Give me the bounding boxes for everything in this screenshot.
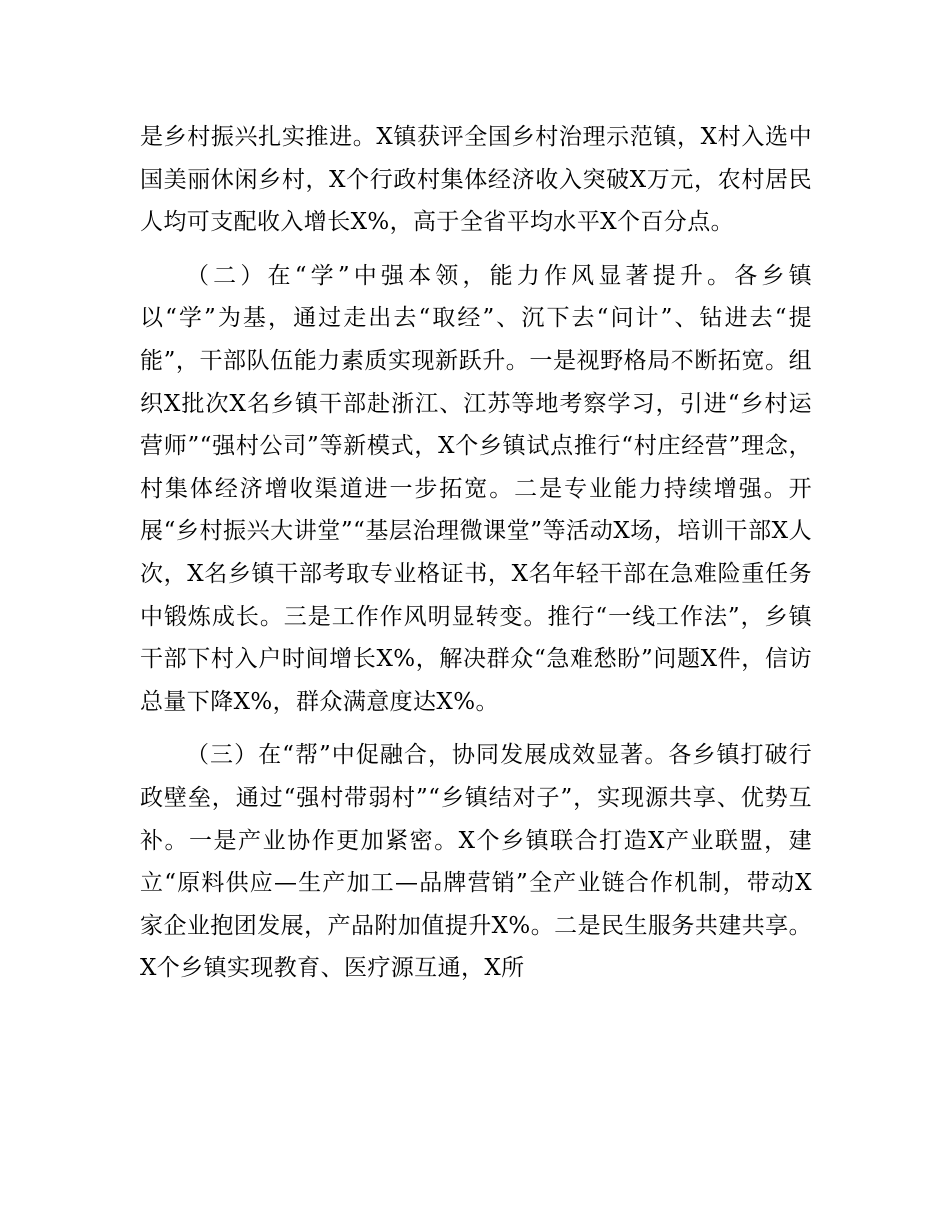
paragraph-section-2-learning: （二）在“学”中强本领，能力作风显著提升。各乡镇以“学”为基，通过走出去“取经”、沉下去“问计”、钻进去“提能”，干部队伍能力素质实现新跃升。一是视野格局不断拓宽。组织X批次X名乡镇干部赴浙江、江苏等地考察学习，引进“乡村运营师”“强村公司”等新模式，X个乡镇试点推行“村庄经营”理念，村集体经济增收渠道进一步拓宽。二是专业能力持续增强。开展“乡村振兴大讲堂”“基层治理微课堂”等活动X场，培训干部X人次，X名乡镇干部考取专业格证书，X名年轻干部在急难险重任务中锻炼成长。三是工作作风明显转变。推行“一线工作法”，乡镇干部下村入户时间增长X%，解决群众“急难愁盼”问题X件，信访总量下降X%，群众满意度达X%。 <box>140 262 812 715</box>
paragraph-rural-revitalization: 是乡村振兴扎实推进。X镇获评全国乡村治理示范镇，X村入选中国美丽休闲乡村，X个行政村集体经济收入突破X万元，农村居民人均可支配收入增长X%，高于全省平均水平X个百分点。 <box>140 124 812 236</box>
paragraph-section-3-helping: （三）在“帮”中促融合，协同发展成效显著。各乡镇打破行政壁垒，通过“强村带弱村”“乡镇结对子”，实现源共享、优势互补。一是产业协作更加紧密。X个乡镇联合打造X产业联盟，建立“原料供应—生产加工—品牌营销”全产业链合作机制，带动X家企业抱团发展，产品附加值提升X%。二是民生服务共建共享。X个乡镇实现教育、医疗源互通，X所 <box>140 742 812 982</box>
document-page <box>140 116 812 1001</box>
